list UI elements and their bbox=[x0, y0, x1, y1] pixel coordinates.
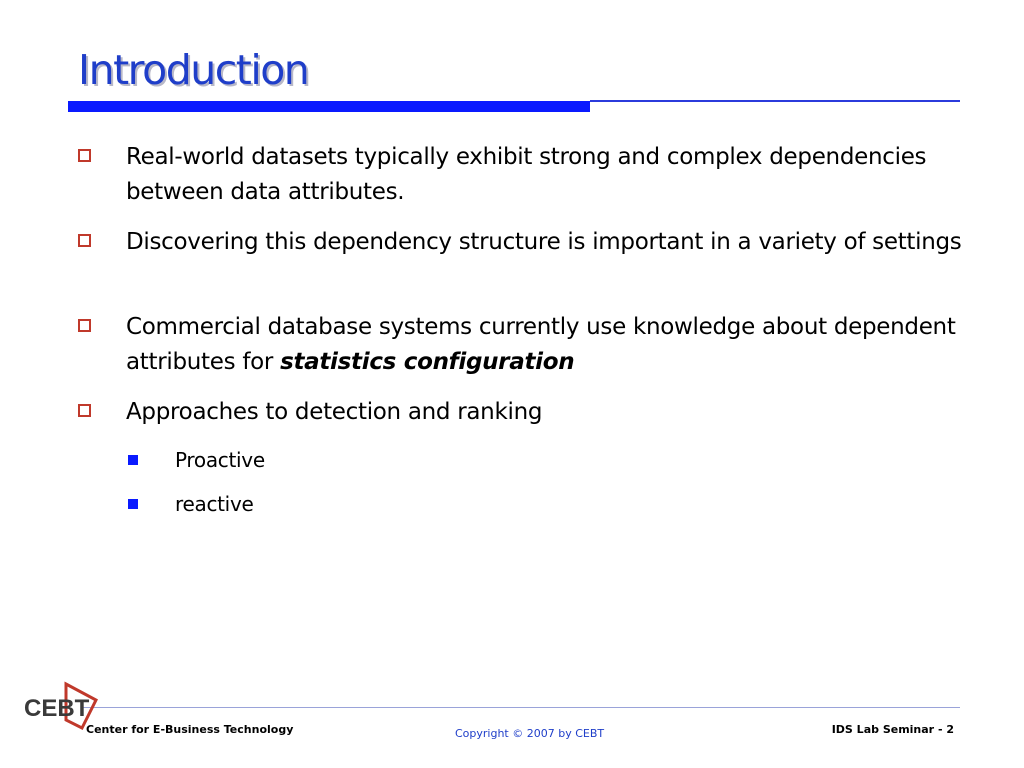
bullet-text bbox=[126, 310, 966, 380]
footer-organization: Center for E-Business Technology bbox=[86, 723, 294, 736]
sub-bullet-text: Proactive bbox=[175, 448, 265, 472]
filled-square-bullet-icon bbox=[128, 499, 138, 509]
slide-title: Introduction bbox=[78, 46, 309, 94]
bullet-text-plain: Commercial database systems currently use knowledge about dependent attributes for bbox=[126, 314, 956, 375]
bullet-text: Discovering this dependency structure is important in a variety of settings bbox=[126, 229, 962, 255]
bullet-text-emphasis: statistics configuration bbox=[280, 349, 575, 375]
footer-copyright: Copyright © 2007 by CEBT bbox=[455, 727, 605, 740]
bullet-text: Approaches to detection and ranking bbox=[126, 399, 543, 425]
hollow-square-bullet-icon bbox=[78, 234, 91, 247]
filled-square-bullet-icon bbox=[128, 455, 138, 465]
hollow-square-bullet-icon bbox=[78, 404, 91, 417]
sub-bullet-text: reactive bbox=[175, 492, 254, 516]
footer-page-label: IDS Lab Seminar - 2 bbox=[831, 723, 954, 736]
hollow-square-bullet-icon bbox=[78, 319, 91, 332]
hollow-square-bullet-icon bbox=[78, 149, 91, 162]
footer-divider bbox=[82, 707, 960, 708]
logo-text: CEBT bbox=[24, 695, 90, 722]
bullet-text: Real-world datasets typically exhibit strong and complex dependencies between data attributes. bbox=[126, 144, 927, 205]
